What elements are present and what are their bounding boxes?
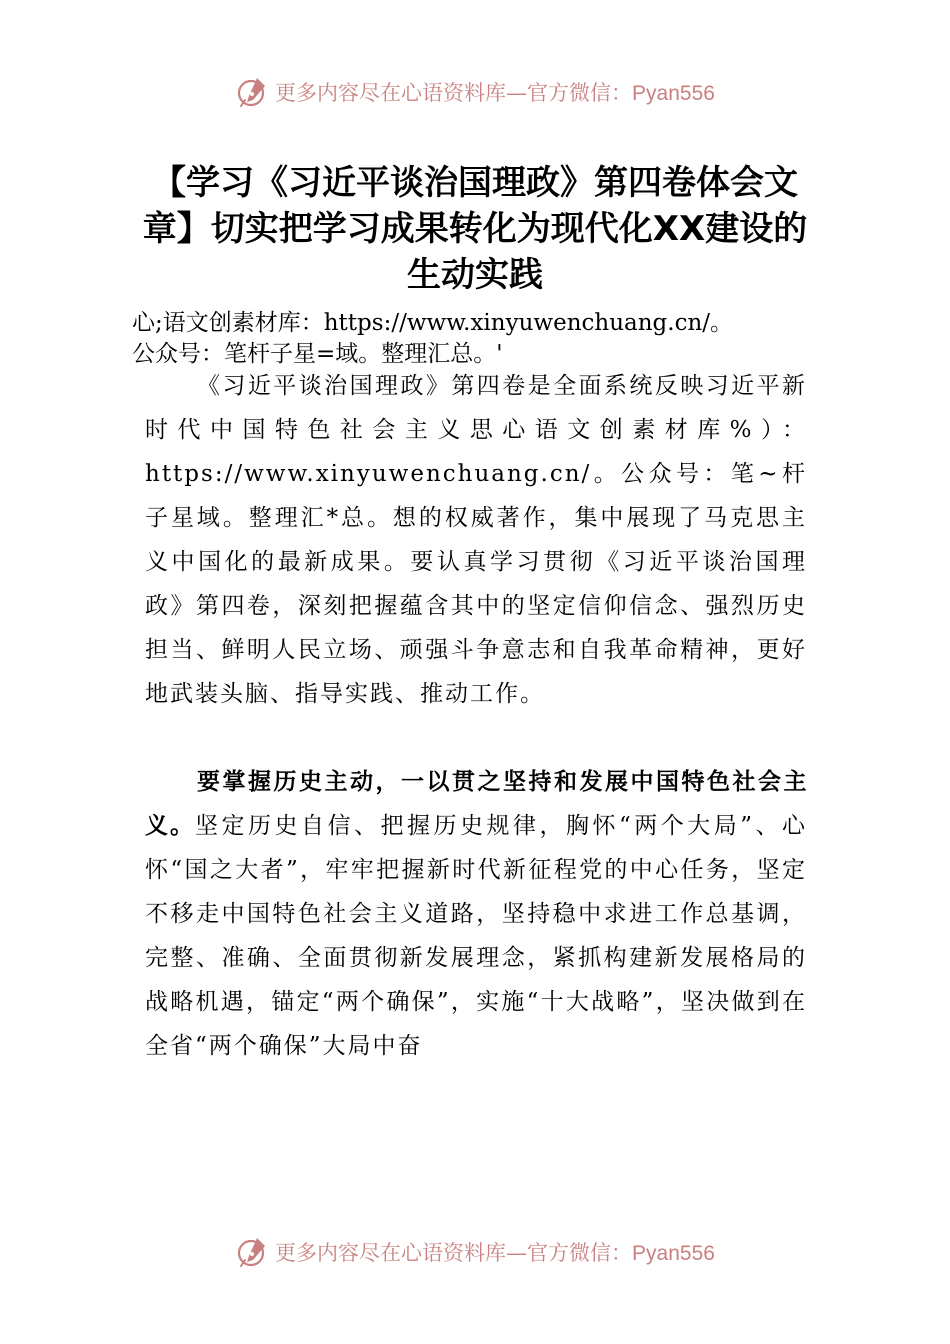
pen-nib-circle-icon — [235, 74, 271, 110]
body-paragraph-2 — [145, 760, 807, 1068]
watermark-banner-bottom — [0, 1232, 950, 1272]
watermark-text — [275, 1237, 715, 1267]
paragraph-2-lead: 要掌握历史主动，一以贯之坚持和发展中国特色社会主义。 — [145, 769, 807, 839]
body-paragraph-1: 《习近平谈治国理政》第四卷是全面系统反映习近平新时代中国特色社会主义思心语文创素材库%）：https://www.xinyuwenchuang.cn/。公众号：笔~杆子星域。整理汇*总。想的权威著作，集中展现了马克思主义中国化的最新成果。要认真学习贯彻《习近平谈治国理政》第四卷，深刻把握蕴含其中的坚定信仰信念、强烈历史担当、鲜明人民立场、顽强斗争意志和自我革命精神，更好地武装头脑、指导实践、推动工作。 — [145, 373, 807, 707]
source-line-account: 公众号：笔杆子星=域。整理汇总。' — [132, 341, 503, 367]
paragraph-2-body: 坚定历史自信、把握历史规律，胸怀“两个大局”、心怀“国之大者”，牢牢把握新时代新征程党的中心任务，坚定不移走中国特色社会主义道路，坚持稳中求进工作总基调，完整、准确、全面贯彻新发展理念，紧抓构建新发展格局的战略机遇，锚定“两个确保”，实施“十大战略”，坚决做到在全省“两个确保”大局中奋 — [145, 813, 807, 1059]
watermark-slogan: 更多内容尽在心语资料库—官方微信： — [275, 81, 633, 105]
pen-nib-circle-icon — [235, 1234, 271, 1270]
source-header — [132, 308, 832, 370]
source-line-website: 心;语文创素材库：https://www.xinyuwenchuang.cn/。 — [132, 310, 734, 336]
watermark-slogan: 更多内容尽在心语资料库—官方微信： — [275, 1241, 633, 1265]
watermark-text — [275, 77, 715, 107]
watermark-handle: Pyan556 — [632, 1242, 715, 1265]
watermark-banner-top — [0, 72, 950, 112]
watermark-handle: Pyan556 — [632, 82, 715, 105]
document-title: 【学习《习近平谈治国理政》第四卷体会文章】切实把学习成果转化为现代化XX建设的生动实践 — [142, 163, 808, 295]
